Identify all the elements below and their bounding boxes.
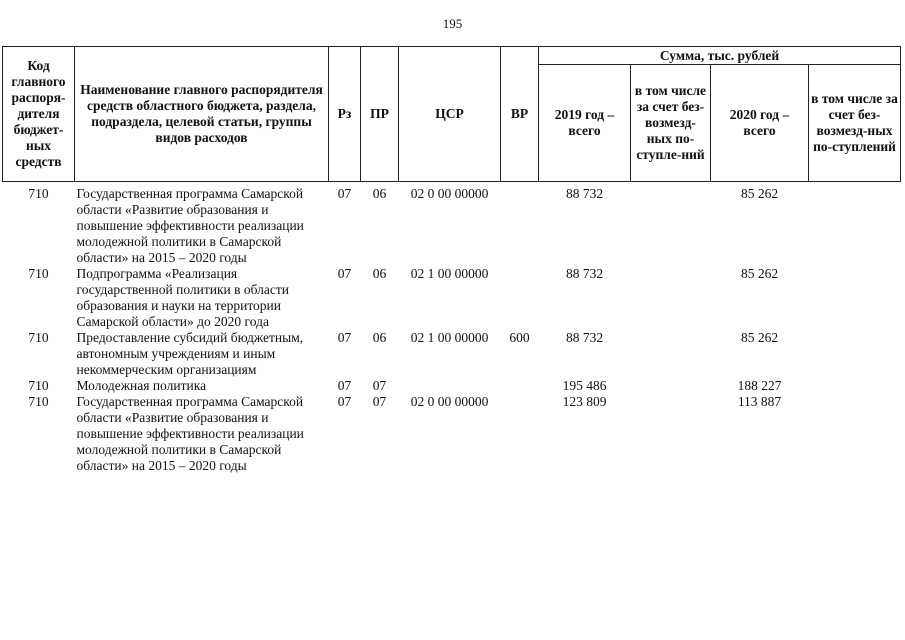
cell-name: Государственная программа Самарской области «Развитие образования и повышение эффективности реализации молодежной политики в Самарской области» на 2015 – 2020 годы [76,394,304,473]
cell-pr: 06 [372,330,387,345]
page-number: 195 [442,16,463,31]
cell-rz: 07 [337,378,352,393]
cell-2020-grants [809,394,901,474]
cell-name: Государственная программа Самарской области «Развитие образования и повышение эффективности реализации молодежной политики в Самарской области» на 2015 – 2020 годы [76,186,304,265]
cell-csr [399,378,501,394]
cell-2019-total: 88 732 [565,266,604,281]
cell-rz: 07 [337,394,352,409]
cell-code: 710 [28,266,49,281]
cell-2020-grants [809,186,901,266]
table-header [3,47,901,182]
cell-2019-grants [631,394,711,474]
budget-table [2,46,901,474]
table-row [3,266,901,330]
cell-code: 710 [28,378,49,393]
cell-name: Молодежная политика [76,378,207,393]
cell-2019-total: 195 486 [562,378,607,393]
header-name: Наименование главного распорядителя средств областного бюджета, раздела, подраздела, целевой статьи, группы видов расходов [75,47,329,182]
cell-2019-total: 88 732 [565,186,604,201]
cell-rz: 07 [337,330,352,345]
cell-2020-total: 85 262 [740,330,779,345]
table-row [3,378,901,394]
cell-2020-total: 85 262 [740,186,779,201]
cell-2020-grants [809,266,901,330]
cell-name: Подпрограмма «Реализация государственной политики в области образования и науки на территории Самарской области» до 2020 года [76,266,290,329]
header-csr: ЦСР [399,47,501,182]
cell-csr: 02 0 00 00000 [410,186,489,201]
header-2020-grants: в том числе за счет без-возмезд-ных по-ступлений [809,65,901,182]
cell-csr: 02 1 00 00000 [410,330,489,345]
cell-vr: 600 [509,330,530,345]
header-code: Код главного распоря-дителя бюджет-ных средств [3,47,75,182]
cell-2020-total: 188 227 [737,378,782,393]
cell-2019-grants [631,330,711,378]
cell-2020-grants [809,378,901,394]
cell-2019-grants [631,378,711,394]
header-2019-grants: в том числе за счет без-возмезд-ных по-ступле-ний [631,65,711,182]
header-pr: ПР [361,47,399,182]
cell-pr: 06 [372,186,387,201]
cell-csr: 02 0 00 00000 [410,394,489,409]
cell-2020-total: 85 262 [740,266,779,281]
cell-vr [501,266,539,330]
cell-2019-total: 123 809 [562,394,607,409]
cell-pr: 07 [372,394,387,409]
cell-2019-grants [631,186,711,266]
header-vr: ВР [501,47,539,182]
table-row [3,394,901,474]
cell-vr [501,186,539,266]
cell-vr [501,378,539,394]
header-2019-total: 2019 год – всего [539,65,631,182]
cell-name: Предоставление субсидий бюджетным, автономным учреждениям и иным некоммерческим организациям [76,330,304,377]
header-2020-total: 2020 год – всего [711,65,809,182]
cell-code: 710 [28,394,49,409]
cell-code: 710 [28,330,49,345]
cell-pr: 06 [372,266,387,281]
cell-pr: 07 [372,378,387,393]
cell-csr: 02 1 00 00000 [410,266,489,281]
cell-rz: 07 [337,186,352,201]
cell-vr [501,394,539,474]
cell-code: 710 [28,186,49,201]
cell-2019-grants [631,266,711,330]
table-row [3,330,901,378]
header-rz: Рз [329,47,361,182]
header-sum-group: Сумма, тыс. рублей [539,47,901,65]
table-row [3,186,901,266]
cell-rz: 07 [337,266,352,281]
cell-2020-total: 113 887 [737,394,782,409]
cell-2020-grants [809,330,901,378]
table-body [3,182,901,475]
cell-2019-total: 88 732 [565,330,604,345]
